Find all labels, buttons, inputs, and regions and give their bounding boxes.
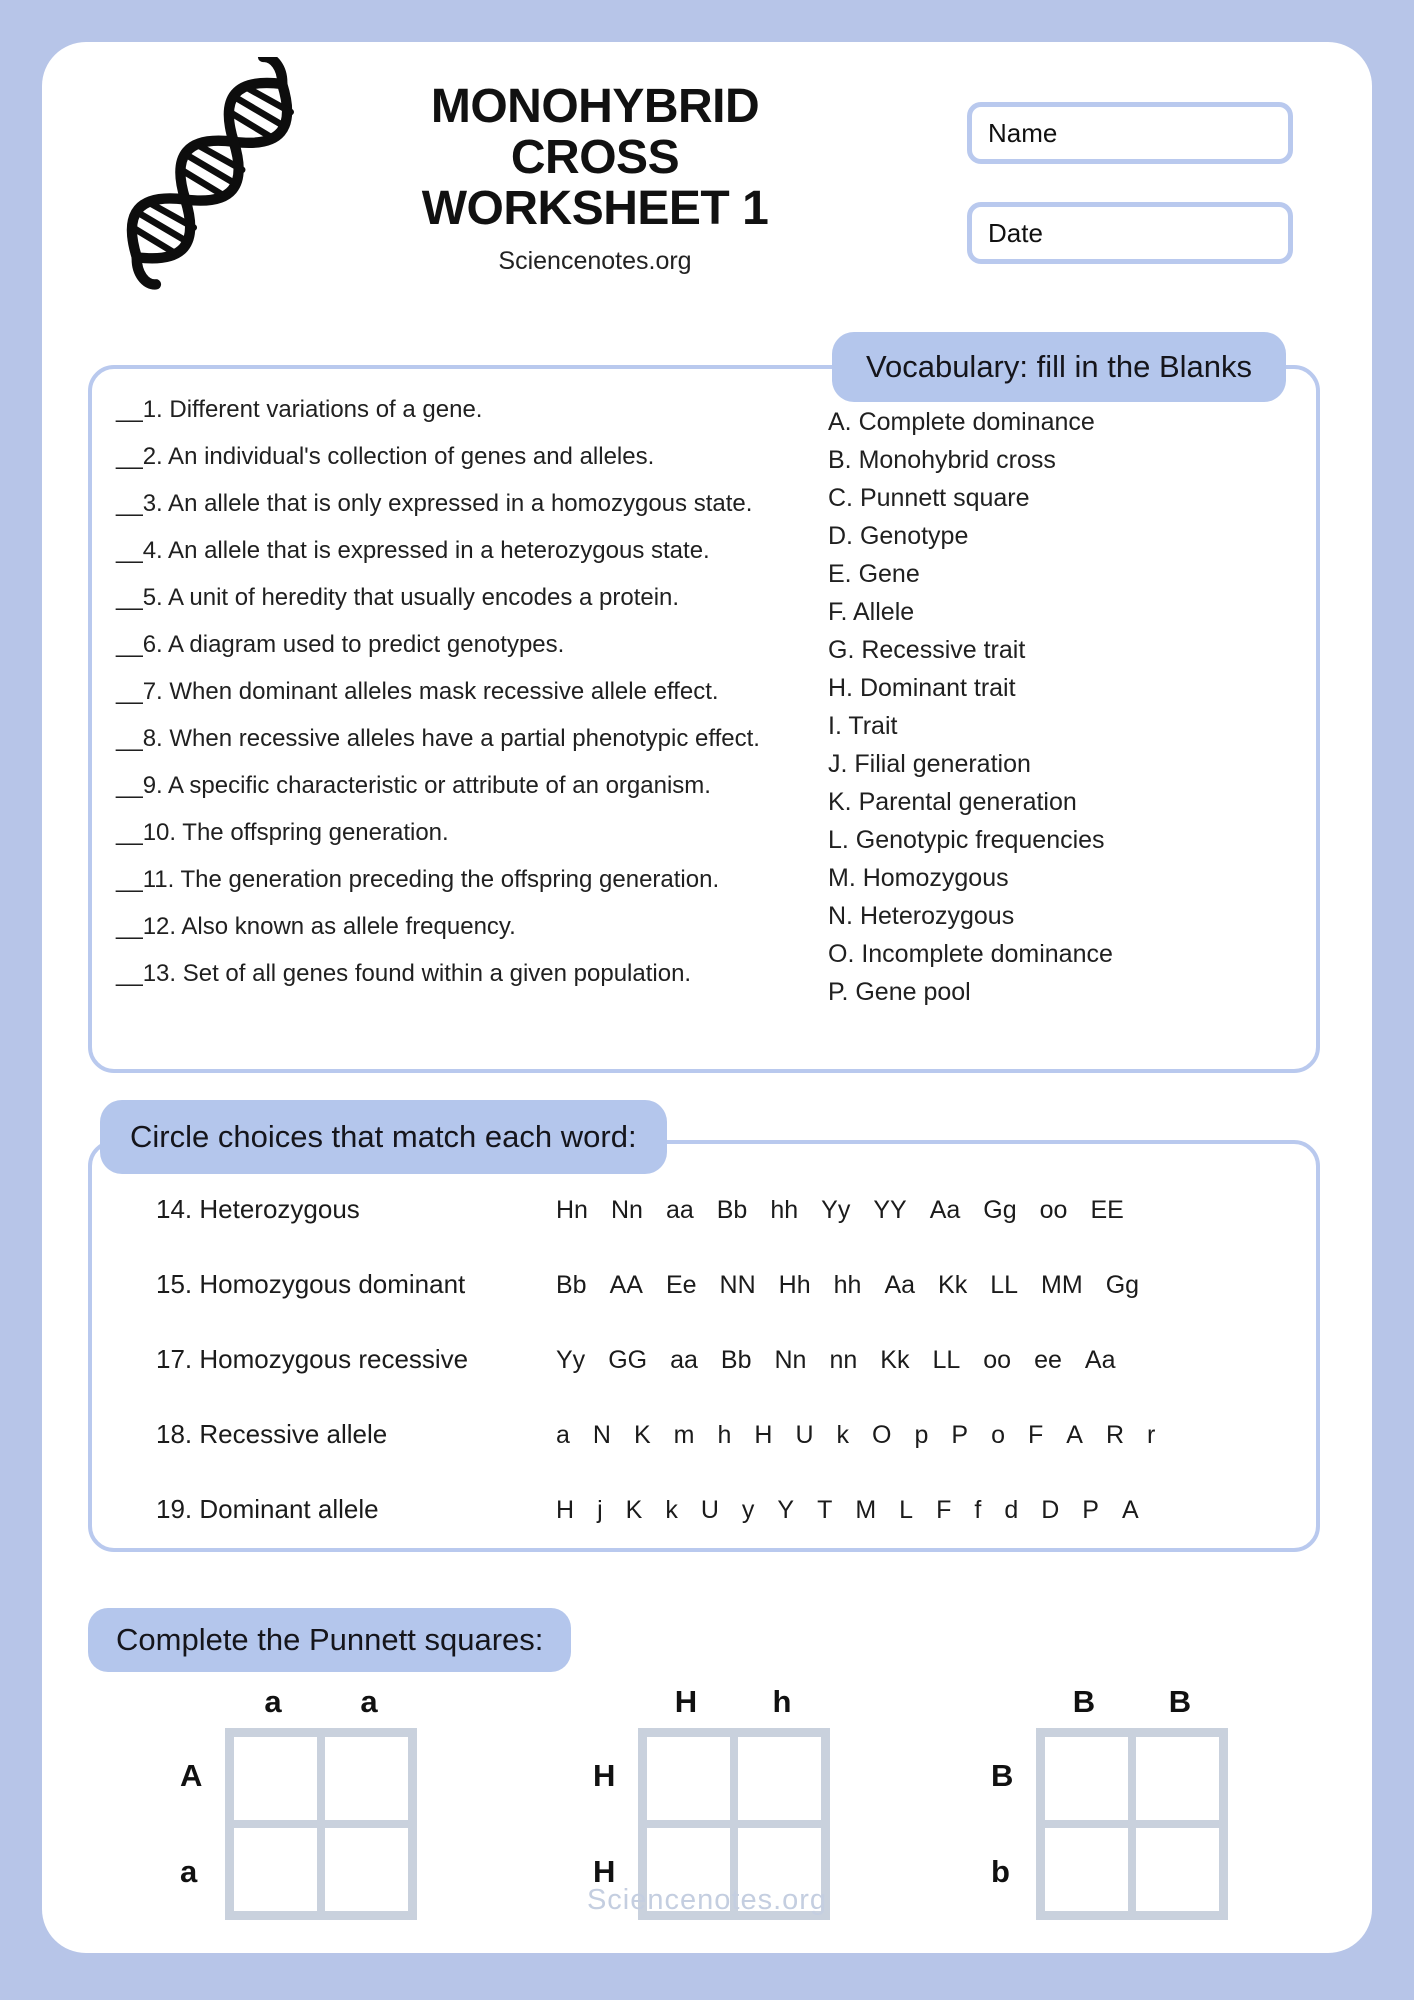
punnett-heading: Complete the Punnett squares: xyxy=(88,1608,571,1672)
option-token[interactable]: GG xyxy=(608,1346,648,1374)
option-token[interactable]: Nn xyxy=(610,1196,643,1224)
vocab-question: __10. The offspring generation. xyxy=(116,819,449,846)
vocab-choice: K. Parental generation xyxy=(828,788,1077,816)
name-field[interactable] xyxy=(967,102,1293,164)
option-token[interactable]: D xyxy=(1041,1496,1060,1524)
circle-box xyxy=(88,1140,1320,1552)
option-token[interactable]: Nn xyxy=(774,1346,807,1374)
option-token[interactable]: Yy xyxy=(556,1346,586,1374)
vocab-question: __11. The generation preceding the offspring generation. xyxy=(116,866,720,893)
punnett-col-labels xyxy=(1036,1684,1228,1720)
vocab-question: __5. A unit of heredity that usually encodes a protein. xyxy=(116,584,680,611)
punnett-cell[interactable] xyxy=(234,1737,317,1820)
circle-row xyxy=(156,1344,1296,1375)
punnett-row-label: A xyxy=(180,1758,203,1793)
option-token[interactable]: Ee xyxy=(665,1271,697,1299)
word-label: 19. Dominant allele xyxy=(156,1494,379,1524)
word-label: 18. Recessive allele xyxy=(156,1419,388,1449)
word-label: 15. Homozygous dominant xyxy=(156,1269,466,1299)
option-token[interactable]: U xyxy=(700,1496,719,1524)
vocab-choice: I. Trait xyxy=(828,712,898,740)
vocab-choice: P. Gene pool xyxy=(828,978,971,1006)
option-token[interactable]: MM xyxy=(1041,1271,1083,1299)
punnett-col-label: B xyxy=(1168,1684,1192,1719)
punnett-row-label: B xyxy=(991,1758,1014,1793)
option-token[interactable]: P xyxy=(1082,1496,1099,1524)
vocab-section xyxy=(88,332,1320,1073)
name-label: Name xyxy=(988,117,1058,148)
vocab-question: __4. An allele that is expressed in a heterozygous state. xyxy=(116,537,710,564)
circle-row xyxy=(156,1494,1296,1525)
punnett-cell[interactable] xyxy=(1045,1737,1128,1820)
option-token[interactable]: a xyxy=(556,1421,570,1449)
vocab-questions xyxy=(116,395,828,988)
vocab-choice: M. Homozygous xyxy=(828,864,1009,892)
option-token[interactable]: aa xyxy=(665,1196,694,1224)
option-token[interactable]: r xyxy=(1147,1421,1156,1449)
option-token[interactable]: oo xyxy=(1039,1196,1068,1224)
option-token[interactable]: N xyxy=(592,1421,611,1449)
vocab-choice: C. Punnett square xyxy=(828,484,1030,512)
option-token[interactable]: j xyxy=(597,1496,603,1524)
vocab-choice: H. Dominant trait xyxy=(828,674,1016,702)
worksheet-title xyxy=(295,82,895,276)
vocab-box xyxy=(88,365,1320,1073)
date-field[interactable] xyxy=(967,202,1293,264)
title-line-1: MONOHYBRID xyxy=(430,80,760,133)
vocab-heading: Vocabulary: fill in the Blanks xyxy=(832,332,1286,402)
option-token[interactable]: Yy xyxy=(821,1196,851,1224)
option-token[interactable]: Aa xyxy=(884,1271,916,1299)
option-token[interactable]: k xyxy=(665,1496,678,1524)
vocab-choice: G. Recessive trait xyxy=(828,636,1026,664)
word-label: 17. Homozygous recessive xyxy=(156,1344,469,1374)
punnett-col-label: a xyxy=(360,1684,378,1719)
circle-section xyxy=(88,1100,1320,1552)
option-token[interactable]: Kk xyxy=(938,1271,968,1299)
vocab-choice: A. Complete dominance xyxy=(828,408,1095,436)
site-subtitle: Sciencenotes.org xyxy=(498,246,692,275)
title-line-3: WORKSHEET 1 xyxy=(421,181,769,235)
option-token[interactable]: YY xyxy=(873,1196,907,1224)
vocab-question: __2. An individual's collection of genes and alleles. xyxy=(116,443,655,470)
punnett-col-label: H xyxy=(674,1684,698,1719)
punnett-row-label: b xyxy=(991,1854,1010,1889)
option-token[interactable]: K xyxy=(633,1421,651,1449)
vocab-choice: D. Genotype xyxy=(828,522,969,550)
option-token[interactable]: F xyxy=(936,1496,952,1524)
option-token[interactable]: Kk xyxy=(880,1346,910,1374)
vocab-choice: J. Filial generation xyxy=(828,750,1031,778)
option-token[interactable]: T xyxy=(817,1496,833,1524)
option-token[interactable]: hh xyxy=(833,1271,862,1299)
vocab-choice: L. Genotypic frequencies xyxy=(828,826,1105,854)
option-token[interactable]: oo xyxy=(983,1346,1012,1374)
option-token[interactable]: k xyxy=(836,1421,850,1449)
option-token[interactable]: U xyxy=(795,1421,814,1449)
option-token[interactable]: Hh xyxy=(778,1271,811,1299)
option-token[interactable]: A xyxy=(1121,1496,1139,1524)
option-token[interactable]: Bb xyxy=(720,1346,752,1374)
option-token[interactable]: aa xyxy=(670,1346,698,1374)
option-token[interactable]: A xyxy=(1066,1421,1083,1449)
option-token[interactable]: LL xyxy=(932,1346,961,1374)
vocab-question: __8. When recessive alleles have a partial phenotypic effect. xyxy=(116,725,760,752)
option-token[interactable]: Y xyxy=(777,1496,795,1524)
option-token[interactable]: F xyxy=(1027,1421,1044,1449)
option-token[interactable]: EE xyxy=(1090,1196,1124,1224)
vocab-choice: F. Allele xyxy=(828,598,915,626)
option-token[interactable]: AA xyxy=(609,1271,643,1299)
punnett-col-labels xyxy=(638,1684,830,1720)
vocab-question: __7. When dominant alleles mask recessive allele effect. xyxy=(116,678,719,705)
punnett-row-label: H xyxy=(593,1854,616,1889)
option-token[interactable]: H xyxy=(754,1421,773,1449)
option-token[interactable]: nn xyxy=(829,1346,858,1374)
vocab-questions-column xyxy=(116,395,828,1049)
option-token[interactable]: L xyxy=(899,1496,914,1524)
punnett-col-label: h xyxy=(772,1684,792,1719)
option-token[interactable]: NN xyxy=(719,1271,756,1299)
option-token[interactable]: Aa xyxy=(1084,1346,1116,1374)
punnett-col-labels xyxy=(225,1684,417,1720)
vocab-question: __12. Also known as allele frequency. xyxy=(116,913,516,940)
option-letters xyxy=(556,1421,1296,1450)
punnett-cell[interactable] xyxy=(325,1737,408,1820)
vocab-question: __9. A specific characteristic or attribute of an organism. xyxy=(116,772,711,799)
punnett-col-label: a xyxy=(264,1684,282,1719)
punnett-cell[interactable] xyxy=(1136,1737,1219,1820)
option-letters xyxy=(556,1346,1296,1375)
option-token[interactable]: hh xyxy=(770,1196,799,1224)
option-token[interactable]: R xyxy=(1105,1421,1124,1449)
vocab-choice: B. Monohybrid cross xyxy=(828,446,1056,474)
option-token[interactable]: P xyxy=(951,1421,969,1449)
option-token[interactable]: p xyxy=(914,1421,929,1449)
punnett-row-label: H xyxy=(593,1758,616,1793)
option-token[interactable]: LL xyxy=(990,1271,1019,1299)
option-token[interactable]: H xyxy=(556,1496,575,1524)
vocab-question: __1. Different variations of a gene. xyxy=(116,396,483,423)
punnett-cell[interactable] xyxy=(738,1737,821,1820)
option-token[interactable]: d xyxy=(1004,1496,1019,1524)
option-token[interactable]: Bb xyxy=(556,1271,587,1299)
circle-row xyxy=(156,1194,1296,1225)
option-token[interactable]: h xyxy=(717,1421,732,1449)
punnett-cell[interactable] xyxy=(647,1737,730,1820)
footer-watermark: Sciencenotes.org xyxy=(586,1884,828,1916)
punnett-col-label: B xyxy=(1072,1684,1096,1719)
worksheet-page xyxy=(42,42,1372,1953)
option-letters xyxy=(556,1496,1296,1525)
option-token[interactable]: Hn xyxy=(556,1196,588,1224)
vocab-question: __13. Set of all genes found within a given population. xyxy=(116,960,692,987)
circle-row xyxy=(156,1419,1296,1450)
vocab-choice: N. Heterozygous xyxy=(828,902,1015,930)
option-token[interactable]: M xyxy=(855,1496,877,1524)
vocab-choices xyxy=(828,395,1298,1049)
option-token[interactable]: Gg xyxy=(1105,1271,1140,1299)
option-token[interactable]: ee xyxy=(1034,1346,1062,1374)
vocab-question: __3. An allele that is only expressed in a homozygous state. xyxy=(116,490,753,517)
option-token[interactable]: Aa xyxy=(929,1196,961,1224)
vocab-question: __6. A diagram used to predict genotypes. xyxy=(116,631,565,658)
vocab-choice: E. Gene xyxy=(828,560,920,588)
option-token[interactable]: f xyxy=(974,1496,982,1524)
word-label: 14. Heterozygous xyxy=(156,1194,360,1224)
option-token[interactable]: y xyxy=(741,1496,755,1524)
option-token[interactable]: K xyxy=(625,1496,643,1524)
option-letters xyxy=(556,1196,1296,1225)
circle-row xyxy=(156,1269,1296,1300)
option-token[interactable]: O xyxy=(872,1421,892,1449)
date-label: Date xyxy=(988,217,1043,248)
option-token[interactable]: m xyxy=(673,1421,695,1449)
punnett-row-label: a xyxy=(180,1854,198,1889)
title-line-2: CROSS xyxy=(510,130,680,184)
option-token[interactable]: Gg xyxy=(983,1196,1017,1224)
option-token[interactable]: Bb xyxy=(716,1196,748,1224)
circle-heading: Circle choices that match each word: xyxy=(100,1100,667,1174)
vocab-choice: O. Incomplete dominance xyxy=(828,940,1113,968)
option-token[interactable]: o xyxy=(991,1421,1005,1449)
option-letters xyxy=(556,1271,1296,1300)
